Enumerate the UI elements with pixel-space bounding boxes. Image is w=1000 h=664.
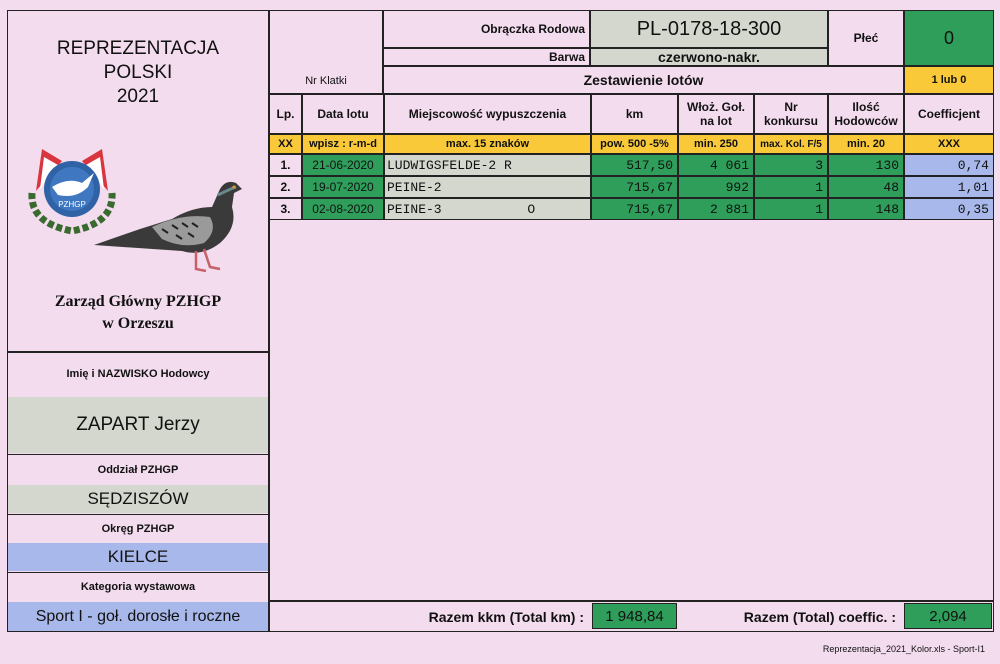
row-1-coef: 0,74 xyxy=(904,154,994,176)
board-name: Zarząd Główny PZHGP w Orzeszu xyxy=(54,293,222,332)
total-km-value: 1 948,84 xyxy=(592,603,677,629)
col-header-km: km xyxy=(591,94,678,134)
district-label: Okręg PZHGP xyxy=(101,523,175,535)
hint-km: pow. 500 -5% xyxy=(591,134,678,154)
row-2-contest: 1 xyxy=(754,176,828,198)
row-3-contest: 1 xyxy=(754,198,828,220)
total-coef-value: 2,094 xyxy=(904,603,992,629)
total-coef-label: Razem (Total) coeffic. : xyxy=(743,609,896,625)
left-panel xyxy=(7,10,269,632)
col-header-breeders: Ilość Hodowców xyxy=(828,94,904,134)
row-3-breeders: 148 xyxy=(828,198,904,220)
breeder-name-label: Imię i NAZWISKO Hodowcy xyxy=(66,368,210,380)
logo-text: PZHGP xyxy=(58,200,86,209)
row-3-km: 715,67 xyxy=(591,198,678,220)
row-1-breeders: 130 xyxy=(828,154,904,176)
col-header-lp: Lp. xyxy=(269,94,302,134)
org-title: REPREZENTACJA POLSKI 2021 xyxy=(56,38,220,107)
col-header-birds: Włoż. Goł. na lot xyxy=(678,94,754,134)
breeder-name: ZAPART Jerzy xyxy=(8,397,268,453)
branch-label: Oddział PZHGP xyxy=(97,464,179,476)
row-3-lp: 3. xyxy=(269,198,302,220)
row-3-birds: 2 881 xyxy=(678,198,754,220)
branch-value: SĘDZISZÓW xyxy=(8,485,268,513)
sex-value: 0 xyxy=(904,10,994,66)
col-header-contest: Nr konkursu xyxy=(754,94,828,134)
sex-hint: 1 lub 0 xyxy=(904,66,994,94)
cage-number-label: Nr Klatki xyxy=(269,10,383,94)
row-1-lp: 1. xyxy=(269,154,302,176)
row-2-coef: 1,01 xyxy=(904,176,994,198)
district-value: KIELCE xyxy=(8,543,268,571)
col-header-place: Miejscowość wypuszczenia xyxy=(384,94,591,134)
row-2-date: 19-07-2020 xyxy=(302,176,384,198)
hint-birds: min. 250 xyxy=(678,134,754,154)
row-3-place: PEINE-3 O xyxy=(384,198,591,220)
hint-breeders: min. 20 xyxy=(828,134,904,154)
color-label: Barwa xyxy=(383,48,590,66)
color-value: czerwono-nakr. xyxy=(590,48,828,66)
col-header-date: Data lotu xyxy=(302,94,384,134)
ring-label: Obrączka Rodowa xyxy=(383,10,590,48)
row-1-birds: 4 061 xyxy=(678,154,754,176)
row-1-place: LUDWIGSFELDE-2 R xyxy=(384,154,591,176)
row-1-km: 517,50 xyxy=(591,154,678,176)
footer-filename: Reprezentacja_2021_Kolor.xls - Sport-I1 xyxy=(822,644,985,654)
row-3-date: 02-08-2020 xyxy=(302,198,384,220)
row-3-coef: 0,35 xyxy=(904,198,994,220)
hint-place: max. 15 znaków xyxy=(384,134,591,154)
flights-summary-title: Zestawienie lotów xyxy=(383,66,904,94)
row-2-breeders: 48 xyxy=(828,176,904,198)
hint-date: wpisz : r-m-d xyxy=(302,134,384,154)
category-value: Sport I - goł. dorosłe i roczne xyxy=(8,602,268,631)
hint-contest: max. Kol. F/5 xyxy=(754,134,828,154)
pigeon-illustration xyxy=(92,177,252,277)
row-1-contest: 3 xyxy=(754,154,828,176)
row-1-date: 21-06-2020 xyxy=(302,154,384,176)
total-km-label: Razem kkm (Total km) : xyxy=(428,609,584,625)
category-label: Kategoria wystawowa xyxy=(80,581,196,593)
row-2-lp: 2. xyxy=(269,176,302,198)
hint-lp: XX xyxy=(269,134,302,154)
sex-label: Płeć xyxy=(828,10,904,66)
row-2-birds: 992 xyxy=(678,176,754,198)
ring-value: PL-0178-18-300 xyxy=(590,10,828,48)
row-2-km: 715,67 xyxy=(591,176,678,198)
hint-coef: XXX xyxy=(904,134,994,154)
col-header-coef: Coefficjent xyxy=(904,94,994,134)
row-2-place: PEINE-2 xyxy=(384,176,591,198)
